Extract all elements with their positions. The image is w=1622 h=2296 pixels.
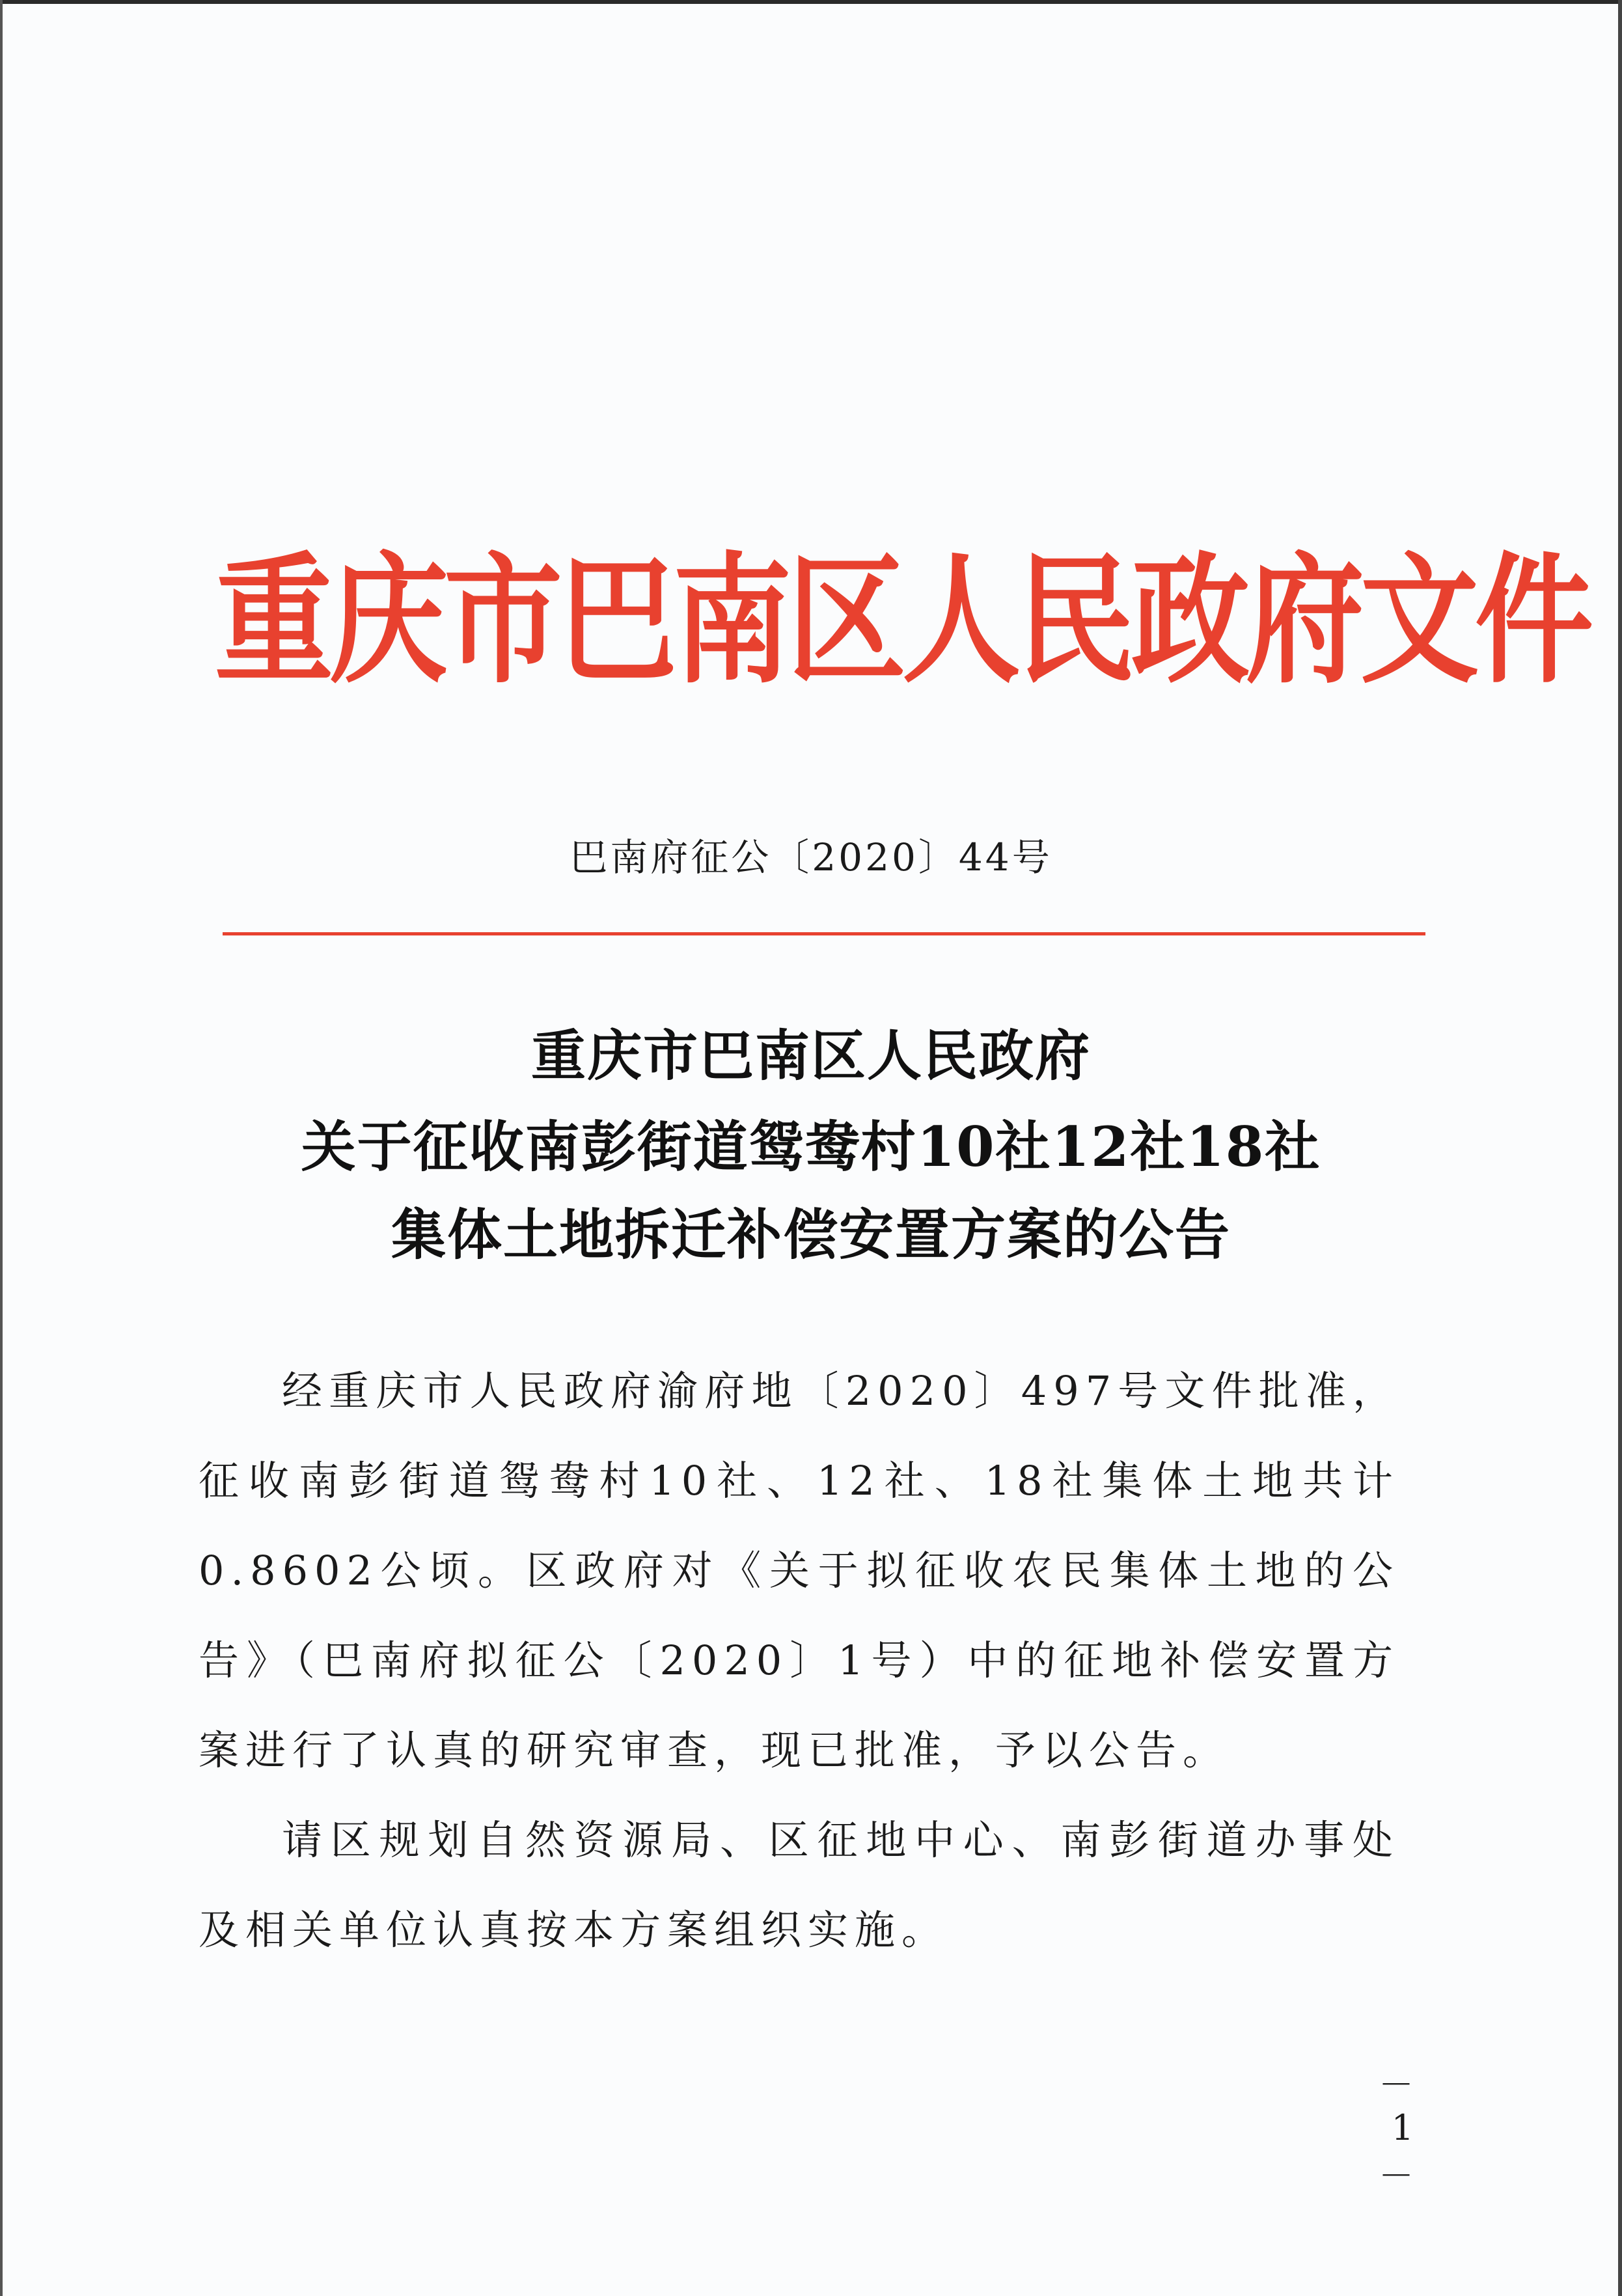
page-number: － 1 － [1379,2064,1419,2196]
title-line-2: 关于征收南彭街道鸳鸯村10社12社18社 [301,1114,1321,1179]
page-edge-top [0,0,1622,4]
red-divider-line [223,932,1425,935]
document-number: 巴南府征公〔2020〕44号 [570,835,1052,879]
body-paragraph-2: 请区规划自然资源局、区征地中心、南彭街道办事处及相关单位认真按本方案组织实施。 [199,1816,1399,1954]
body-paragraph-1: 经重庆市人民政府渝府地〔2020〕497号文件批准，征收南彭街道鸳鸯村10社、12社、18社集体土地共计0.8602公顷。区政府对《关于拟征收农民集体土地的公告》（巴南府拟征公〔2020〕1号）中的征地补偿安置方案进行了认真的研究审查，现已批准，予以公告。 [199,1367,1399,1774]
document-masthead: 重庆市巴南区人民政府文件 [215,538,1589,702]
title-line-3: 集体土地拆迁补偿安置方案的公告 [391,1202,1231,1267]
title-line-1: 重庆市巴南区人民政府 [530,1023,1091,1088]
